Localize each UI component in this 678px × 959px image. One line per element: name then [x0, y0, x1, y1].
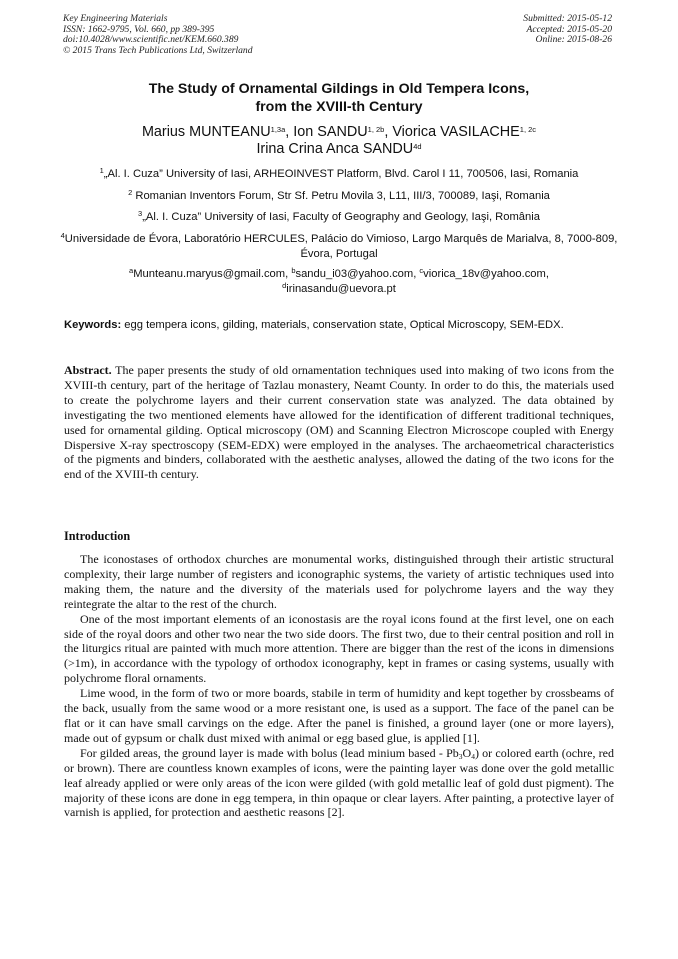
journal-name: Key Engineering Materials	[63, 13, 168, 24]
email-link[interactable]: sandu_i03@yahoo.com,	[295, 268, 420, 280]
author-name: , Ion SANDU	[285, 124, 368, 140]
introduction-heading: Introduction	[64, 529, 131, 543]
journal-header	[63, 14, 253, 56]
author-name: Marius MUNTEANU	[141, 124, 271, 140]
author-list	[40, 124, 638, 158]
submitted-date: Submitted: 2015-05-12	[523, 13, 612, 24]
affiliation-text: „Al. I. Cuza” University of Iasi, Faculty of Geography and Geology, Iaşi, România	[142, 211, 540, 223]
paragraph-text: O	[462, 745, 472, 760]
dates-header	[523, 14, 612, 46]
affiliation-4	[50, 232, 628, 262]
journal-issn: ISSN: 1662-9795, Vol. 660, pp 389-395	[63, 23, 215, 35]
email-link[interactable]: Munteanu.maryus@gmail.com,	[133, 268, 292, 280]
paragraph: The iconostases of orthodox churches are monumental works, distinguished through their artistic structural complexity, their large number of registers and iconographic systems, the variety of artistic techniques used into making them, the nature and the diversity of the materials used for polychrome layers and the way they reintegrate the altar to the rest of the church.	[64, 552, 614, 611]
affiliation-2	[50, 189, 628, 204]
formula-subscript: 4	[471, 751, 475, 761]
author-sup: 1,3a	[270, 125, 286, 134]
affiliation-sup: 4	[60, 231, 65, 240]
online-date: Online: 2015-08-26	[535, 34, 612, 46]
affiliation-text: Romanian Inventors Forum, Str Sf. Petru Movila 3, L11, III/3, 700089, Iaşi, Romania	[132, 190, 550, 202]
email-sup: a	[129, 266, 134, 275]
authors-line-2	[40, 141, 638, 158]
title-line-2: from the XVIII-th Century	[255, 99, 423, 115]
author-name: Irina Crina Anca SANDU	[256, 141, 414, 157]
affiliation-text: „Al. I. Cuza” University of Iasi, ARHEOINVEST Platform, Blvd. Carol I 11, 700506, Iasi, Romania	[103, 168, 579, 180]
title-line-1: The Study of Ornamental Gildings in Old Tempera Icons,	[148, 81, 530, 97]
paragraph-text: ) or colored earth (ochre, red or brown). There are countless known examples of icons, were the painting layer was done over the gold metallic leaf already applied or were only areas of the icon were gilded (with gold metallic leaf of gold dust pigment). The majority of these icons are done in egg tempera, in thin opaque or clear layers. After painting, a protective layer of varnish is applied, for protection and aesthetic reasons [2].	[64, 745, 614, 820]
email-link[interactable]: irinasandu@uevora.pt	[286, 283, 396, 295]
author-sup: 1, 2b	[367, 125, 385, 134]
paragraph: One of the most important elements of an iconostasis are the royal icons found at the first level, one on each side of the royal doors and other two near the two side doors. The first two, due to their central position and roll in the liturgics ritual are painted with much more attention. There are bigger than the rest of the icons in dimensions (>1m), in accordance with the typology of orthodox iconography, kept in frames or casing systems, usually with polychrome floral ornaments.	[64, 611, 614, 686]
keywords-text: egg tempera icons, gilding, materials, conservation state, Optical Microscopy, SEM-EDX.	[121, 319, 564, 331]
journal-copyright: © 2015 Trans Tech Publications Ltd, Switzerland	[63, 44, 253, 56]
email-link[interactable]: viorica_18v@yahoo.com,	[423, 268, 549, 280]
affiliation-sup: 2	[128, 188, 133, 197]
email-sup: d	[282, 281, 287, 290]
author-sup: 4d	[413, 142, 422, 151]
paper-title	[40, 80, 638, 116]
formula-subscript: 3	[458, 751, 463, 761]
affiliation-sup: 1	[99, 166, 104, 175]
accepted-date: Accepted: 2015-05-20	[526, 23, 612, 35]
email-sup: b	[291, 266, 296, 275]
author-sup: 1, 2c	[519, 125, 537, 134]
affiliation-3	[50, 210, 628, 225]
keywords-label: Keywords:	[64, 319, 122, 331]
author-name: , Viorica VASILACHE	[384, 124, 520, 140]
abstract-label: Abstract.	[64, 363, 112, 377]
keywords	[64, 318, 616, 333]
journal-doi[interactable]: doi:10.4028/www.scientific.net/KEM.660.389	[63, 34, 239, 46]
paragraph	[64, 746, 614, 821]
affiliation-text: Universidade de Évora, Laboratório HERCULES, Palácio do Vimioso, Largo Marquês de Marialva, 8, 7000-809, Évora, Portugal	[64, 233, 618, 260]
affiliation-sup: 3	[138, 209, 143, 218]
affiliation-1	[50, 167, 628, 182]
author-emails	[50, 267, 628, 297]
authors-line-1	[40, 124, 638, 141]
email-sup: c	[419, 266, 424, 275]
paragraph-text: For gilded areas, the ground layer is made with bolus (lead minium based - Pb	[80, 745, 459, 760]
introduction-body	[64, 552, 614, 820]
paragraph: Lime wood, in the form of two or more boards, stabile in term of humidity and kept together by crossbeams of the back, usually from the same wood or a more resistant one, is used as a support. The face of the panel can be flat or it can have small carvings on the edge. After the panel is finished, a ground layer (one or more layers), made out of gypsum or chalk dust mixed with animal or egg based glue, is applied [1].	[64, 686, 614, 745]
abstract-text: The paper presents the study of old ornamentation techniques used into making of two icons from the XVIII-th century, part of the heritage of Tazlau monastery, Neamt County. In order to do this, the materials used to create the polychrome layers and their current conservation state was analyzed. The data obtained by investigating the two mentioned elements have allowed for the identification of different traditional techniques, used for ornamental gilding. Optical microscopy (OM) and Scanning Electron Microscope coupled with Energy Dispersive X-ray spectroscopy (SEM-EDX) were employed in the analyses. The archaeometrical characteristics of the pigments and binders, collaborated with the aesthetic analyses, allowed the dating of the two icons for the end of the XVIII-th century.	[64, 363, 614, 482]
abstract	[64, 363, 614, 482]
